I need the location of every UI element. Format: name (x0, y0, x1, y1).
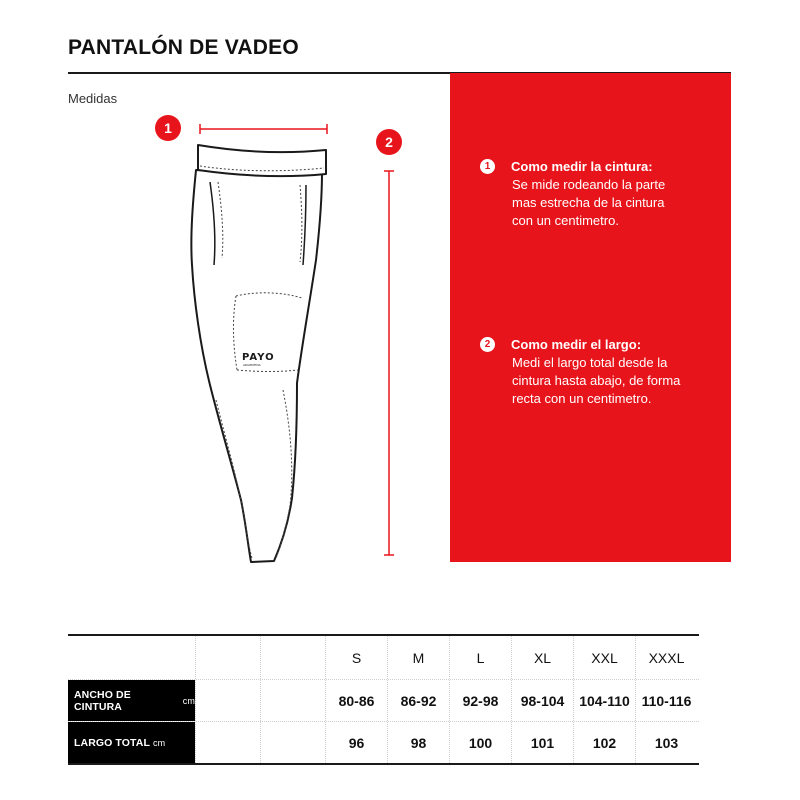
waist-value-m: 86-92 (387, 680, 449, 721)
table-row-waist (68, 679, 699, 721)
waist-value-l: 92-98 (449, 680, 511, 721)
row-label-length-text: LARGO TOTAL (74, 736, 150, 749)
size-header-s: S (325, 636, 387, 679)
instruction-length-text: Medi el largo total desde la cintura hasta abajo, de forma recta con un centimetro. (512, 355, 681, 406)
size-table (68, 634, 699, 765)
row-spacer-cell (260, 722, 325, 763)
row-label-waist-unit: cm (182, 695, 195, 706)
waist-measure-line (200, 124, 327, 134)
instruction-waist-text: Se mide rodeando la parte mas estrecha de la cintura con un centimetro. (512, 177, 666, 228)
length-value-xxxl: 103 (635, 722, 697, 763)
row-label-waist (68, 680, 195, 721)
instruction-waist-number: 1 (480, 159, 495, 174)
size-header-l: L (449, 636, 511, 679)
instruction-waist (480, 157, 710, 230)
brand-logo: PAYO (242, 352, 275, 363)
page-title: PANTALÓN DE VADEO (68, 36, 299, 59)
length-value-l: 100 (449, 722, 511, 763)
waist-value-xxl: 104-110 (573, 680, 635, 721)
length-value-xl: 101 (511, 722, 573, 763)
instruction-waist-title: Como medir la cintura: (511, 158, 653, 174)
size-header-xxxl: XXXL (635, 636, 697, 679)
row-label-waist-text: ANCHO DE CINTURA (74, 688, 131, 713)
length-value-s: 96 (325, 722, 387, 763)
instruction-length-header (480, 335, 710, 353)
size-header-m: M (387, 636, 449, 679)
waist-value-xl: 98-104 (511, 680, 573, 721)
size-header-xxl: XXL (573, 636, 635, 679)
instruction-panel (450, 73, 731, 562)
length-value-m: 98 (387, 722, 449, 763)
row-spacer-cell (195, 680, 260, 721)
length-marker: 2 (376, 129, 402, 155)
waist-value-xxxl: 110-116 (635, 680, 697, 721)
waist-marker: 1 (155, 115, 181, 141)
row-label-length (68, 722, 195, 763)
instruction-waist-header (480, 157, 710, 175)
header-blank-cell (68, 636, 195, 679)
brand-logo-sub: ARGENTINA (243, 363, 261, 367)
pants-illustration (0, 0, 450, 600)
row-label-length-unit: cm (152, 737, 166, 748)
size-header-row (68, 636, 699, 679)
length-value-xxl: 102 (573, 722, 635, 763)
row-spacer-cell (260, 680, 325, 721)
instruction-length-number: 2 (480, 337, 495, 352)
size-header-xl: XL (511, 636, 573, 679)
table-row-length (68, 721, 699, 763)
header-spacer-cell (195, 636, 260, 679)
waist-value-s: 80-86 (325, 680, 387, 721)
row-spacer-cell (195, 722, 260, 763)
length-measure-line (384, 171, 394, 555)
header-spacer-cell (260, 636, 325, 679)
page-subtitle: Medidas (68, 91, 118, 106)
instruction-length-title: Como medir el largo: (511, 336, 642, 352)
instruction-length (480, 335, 710, 408)
